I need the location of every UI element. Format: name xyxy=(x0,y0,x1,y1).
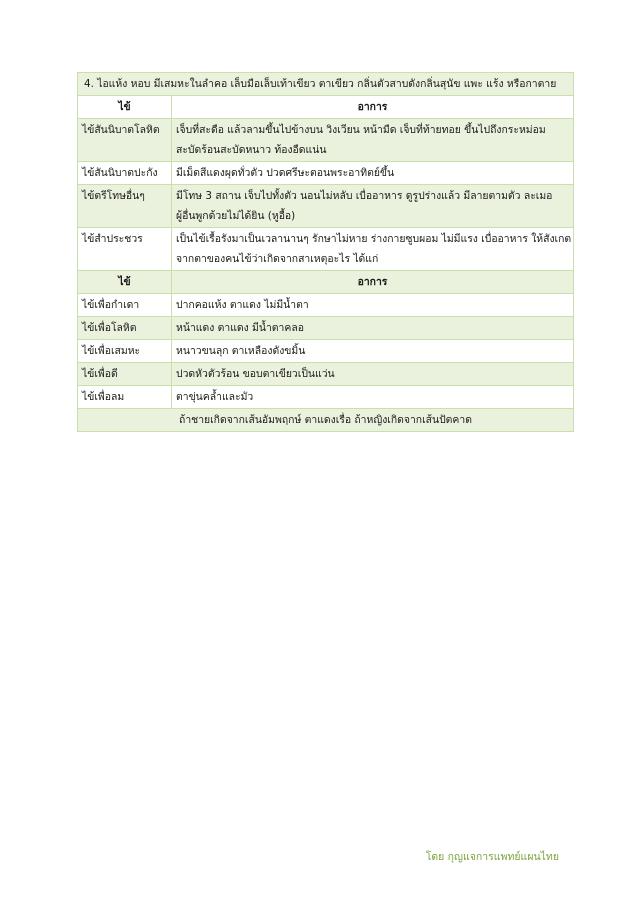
fever-symptom xyxy=(172,119,574,162)
table-row xyxy=(78,363,574,386)
fever-name: ไข้เพื่อเสมหะ xyxy=(78,340,172,363)
fever-name: ไข้เพื่อดี xyxy=(78,363,172,386)
table-row xyxy=(78,228,574,271)
fever-name: ไข้สำประชวร xyxy=(78,228,172,271)
header-fever: ไข้ xyxy=(78,96,172,119)
table-row xyxy=(78,317,574,340)
symptom-line: มีเม็ดสีแดงผุดทั่วตัว ปวดศรีษะตอนพระอาทิตย์ขึ้น xyxy=(176,167,395,179)
fever-name: ไข้เพื่อลม xyxy=(78,386,172,409)
fever-symptom: หนาวขนลุก ตาเหลืองดังขมิ้น xyxy=(172,340,574,363)
table-row xyxy=(78,386,574,409)
symptom-line: มีโทษ 3 สถาน เจ็บไปทั้งตัว นอนไม่หลับ เบื่ออาหาร ดูรูปร่างแล้ว มีลายตามตัว ละเมอ xyxy=(176,190,553,202)
symptom-table xyxy=(77,72,574,432)
table-title-row xyxy=(78,73,574,96)
table-row xyxy=(78,162,574,185)
fever-symptom: ปวดหัวตัวร้อน ขอบตาเขียวเป็นแว่น xyxy=(172,363,574,386)
table-row xyxy=(78,119,574,162)
fever-symptom: ปากคอแห้ง ตาแดง ไม่มีน้ำตา xyxy=(172,294,574,317)
header-fever: ไข้ xyxy=(78,271,172,294)
table-row xyxy=(78,340,574,363)
section-title: 4. ไอแห้ง หอบ มีเสมหะในลำคอ เล็บมือเล็บเท้าเขียว ตาเขียว กลิ่นตัวสาบดังกลิ่นสุนัข แพะ แร้ง หรือกาตาย xyxy=(78,73,574,96)
footer-credit: โดย กุญแจการแพทย์แผนไทย xyxy=(425,851,559,863)
symptom-line: สะบัดร้อนสะบัดหนาว ท้องอืดแน่น xyxy=(176,144,327,156)
fever-symptom xyxy=(172,162,574,185)
table-note: ถ้าชายเกิดจากเส้นอัมพฤกษ์ ตาแดงเรื่อ ถ้าหญิงเกิดจากเส้นปัตคาด xyxy=(78,409,574,432)
fever-symptom: หน้าแดง ตาแดง มีน้ำตาคลอ xyxy=(172,317,574,340)
fever-symptom: ตาขุ่นคล้ำและมัว xyxy=(172,386,574,409)
table-header-row xyxy=(78,96,574,119)
symptom-line: จากตาของคนไข้ว่าเกิดจากสาเหตุอะไร ได้แก่ xyxy=(176,253,379,265)
fever-symptom xyxy=(172,228,574,271)
table-row xyxy=(78,185,574,228)
table-note-row xyxy=(78,409,574,432)
header-symptom: อาการ xyxy=(172,96,574,119)
header-symptom: อาการ xyxy=(172,271,574,294)
table-header-row xyxy=(78,271,574,294)
fever-symptom xyxy=(172,185,574,228)
symptom-line: เป็นไข้เรื้อรังมาเป็นเวลานานๆ รักษาไม่หาย ร่างกายซูบผอม ไม่มีแรง เบื่ออาหาร ให้สังเกต xyxy=(176,233,572,245)
fever-name: ไข้เพื่อกำเดา xyxy=(78,294,172,317)
fever-name: ไข้เพื่อโลหิต xyxy=(78,317,172,340)
fever-name: ไข้สันนิบาตโลหิต xyxy=(78,119,172,162)
table-row xyxy=(78,294,574,317)
symptom-line: เจ็บที่สะดือ แล้วลามขึ้นไปข้างบน วิงเวียน หน้ามืด เจ็บที่ท้ายทอย ขึ้นไปถึงกระหม่อม xyxy=(176,124,546,136)
fever-name: ไข้ตรีโทษอื่นๆ xyxy=(78,185,172,228)
symptom-line: ผู้อื่นพูกด้วยไม่ได้ยิน (หูอื้อ) xyxy=(176,210,296,222)
fever-name: ไข้สันนิบาตปะกัง xyxy=(78,162,172,185)
